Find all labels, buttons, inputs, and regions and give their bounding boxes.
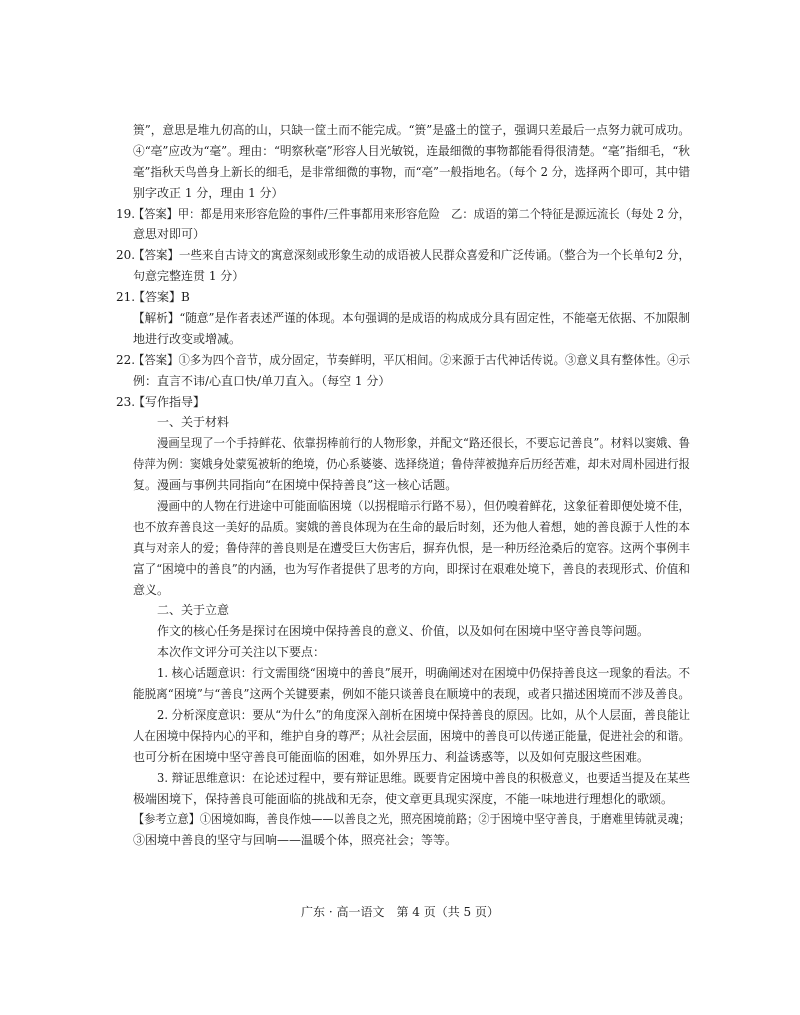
text-line xyxy=(133,747,690,768)
question-20-line xyxy=(116,245,690,266)
text-line xyxy=(133,663,690,684)
line-text: 句意完整连贯 1 分） xyxy=(133,269,245,284)
line-text: 3. 辩证思维意识：在论述过程中，要有辩证思维。既要肯定困境中善良的积极意义，也要适当提及在某些 xyxy=(157,770,690,785)
line-text: 人在困境中保持内心的平和，维护自身的尊严；从社会层面，困境中的善良可以传递正能量，促进社会的和谐。 xyxy=(133,728,690,743)
text-line xyxy=(133,371,690,392)
line-text: 【参考立意】①困境如晦，善良作烛——以善良之光，照亮困境前路；②于困境中坚守善良，于磨难里铸就灵魂； xyxy=(133,812,690,827)
text-line xyxy=(133,684,690,705)
line-text: 漫画呈现了一个手持鲜花、依靠拐棒前行的人物形象，并配文“路还很长，不要忘记善良”。材料以窦娥、鲁 xyxy=(157,436,690,451)
text-line xyxy=(133,454,690,475)
text-line xyxy=(133,120,690,141)
section-heading: 【写作指导】 xyxy=(133,394,206,409)
question-number: 19. xyxy=(116,206,136,221)
text-line xyxy=(133,266,690,287)
line-text: 本次作文评分可关注以下要点： xyxy=(157,645,326,660)
line-text: 复。漫画与事例共同指向“在困境中保持善良”这一核心话题。 xyxy=(133,478,458,493)
answer-text-body xyxy=(116,120,690,851)
question-21-line xyxy=(116,287,690,308)
line-text: 二、关于立意 xyxy=(157,603,230,618)
text-line xyxy=(133,621,690,642)
line-text: 篑”，意思是堆九仞高的山，只缺一筐土而不能完成。“篑”是盛土的筐子，强调只差最后一点努力就可成功。 xyxy=(133,123,690,137)
text-line xyxy=(133,162,690,183)
question-22-line xyxy=(116,350,690,371)
line-text: ④“亳”应改为“毫”。理由：“明察秋毫”形容人目光敏锐，连最细微的事物都能看得很清楚。“毫”指细毛，“秋 xyxy=(133,143,690,158)
question-19-line xyxy=(116,204,690,225)
line-text: 能脱离“困境”与“善良”这两个关键要素，例如不能只谈善良在顺境中的表现，或者只描述困境而不涉及善良。 xyxy=(133,687,690,702)
section-title xyxy=(133,600,690,621)
line-text: 作文的核心任务是探讨在困境中保持善良的意义、价值，以及如何在困境中坚守善良等问题。 xyxy=(157,624,650,639)
text-line xyxy=(133,580,690,601)
line-text: 真与对亲人的爱；鲁侍萍的善良则是在遭受巨大伤害后，摒弃仇恨，是一种历经沧桑后的宽容。这两个事例丰 xyxy=(133,540,690,555)
text-line xyxy=(133,475,690,496)
text-line xyxy=(133,559,690,580)
line-text: 富了“困境中的善良”的内涵，也为写作者提供了思考的方向，即探讨在艰难处境下，善良的表现形式、价值和 xyxy=(133,561,690,576)
line-text: 也不放弃善良这一美好的品质。窦娥的善良体现为在生命的最后时刻，还为他人着想，她的善良源于人性的本 xyxy=(133,519,690,534)
question-number: 23. xyxy=(116,394,136,409)
page-footer: 广东 · 高一语文 第 4 页（共 5 页） xyxy=(301,905,499,919)
line-text: 毫”指秋天鸟兽身上新长的细毛，是非常细微的事物，而“亳”一般指地名。（每个 2 分，选择两个即可，其中错 xyxy=(133,164,690,179)
text-line xyxy=(133,642,690,663)
line-text: 也可分析在困境中坚守善良可能面临的困难，如外界压力、利益诱惑等，以及如何克服这些困难。 xyxy=(133,749,650,764)
text-line xyxy=(133,517,690,538)
question-number: 21. xyxy=(116,290,136,305)
line-text: 【答案】①多为四个音节，成分固定，节奏鲜明，平仄相间。②来源于古代神话传说。③意义具有整体性。④示 xyxy=(133,352,690,367)
question-number: 22. xyxy=(116,352,136,367)
line-text: 漫画中的人物在行进途中可能面临困境（以拐棍暗示行路不易），但仍嗅着鲜花，这象征着即便处境不佳， xyxy=(157,499,690,514)
line-text: 意思对即可） xyxy=(133,227,206,242)
line-text: 意义。 xyxy=(133,582,170,597)
line-text: 2. 分析深度意识：要从“为什么”的角度深入剖析在困境中保持善良的原因。比如，从个人层面，善良能让 xyxy=(157,707,690,722)
line-text: 【答案】一些来自古诗文的寓意深刻或形象生动的成语被人民群众喜爱和广泛传诵。（整合为一个长单句2 分， xyxy=(133,248,690,263)
text-line xyxy=(133,183,690,204)
text-line xyxy=(133,726,690,747)
section-title xyxy=(133,412,690,433)
text-line xyxy=(133,308,690,329)
line-text: 【答案】甲：都是用来形容危险的事件/三件事都用来形容危险 乙：成语的第二个特征是源远流长（每处 2 分， xyxy=(133,206,690,221)
text-line xyxy=(133,830,690,851)
line-text: 例：直言不讳/心直口快/单刀直入。（每空 1 分） xyxy=(133,373,391,388)
reference-theme-line xyxy=(133,809,690,830)
line-text: 别字改正 1 分，理由 1 分） xyxy=(133,185,284,200)
text-line xyxy=(133,224,690,245)
text-line xyxy=(133,141,690,162)
line-text: 【答案】B xyxy=(133,290,190,305)
text-line xyxy=(133,768,690,789)
text-line xyxy=(133,705,690,726)
question-number: 20. xyxy=(116,248,136,263)
text-line xyxy=(133,789,690,810)
text-line xyxy=(133,329,690,350)
text-line xyxy=(133,496,690,517)
text-line xyxy=(133,433,690,454)
line-text: 地进行改变或增减。 xyxy=(133,331,242,346)
line-text: 侍萍为例：窦娥身处蒙冤被斩的绝境，仍心系婆婆、选择绕道；鲁侍萍被抛弃后历经苦难，却未对周朴园进行报 xyxy=(133,457,690,472)
text-line xyxy=(133,538,690,559)
line-text: ③困境中善良的坚守与回响——温暖个体，照亮社会；等等。 xyxy=(133,833,458,848)
question-23-line xyxy=(116,392,690,413)
line-text: 1. 核心话题意识：行文需围绕“困境中的善良”展开，明确阐述对在困境中仍保持善良这一现象的看法。不 xyxy=(157,666,690,681)
line-text: 一、关于材料 xyxy=(157,415,230,430)
line-text: 【解析】“随意”是作者表述严谨的体现。本句强调的是成语的构成成分具有固定性，不能毫无依据、不加限制 xyxy=(133,311,690,326)
line-text: 极端困境下，保持善良可能面临的挑战和无奈，使文章更具现实深度，不能一味地进行理想化的歌颂。 xyxy=(133,791,674,806)
